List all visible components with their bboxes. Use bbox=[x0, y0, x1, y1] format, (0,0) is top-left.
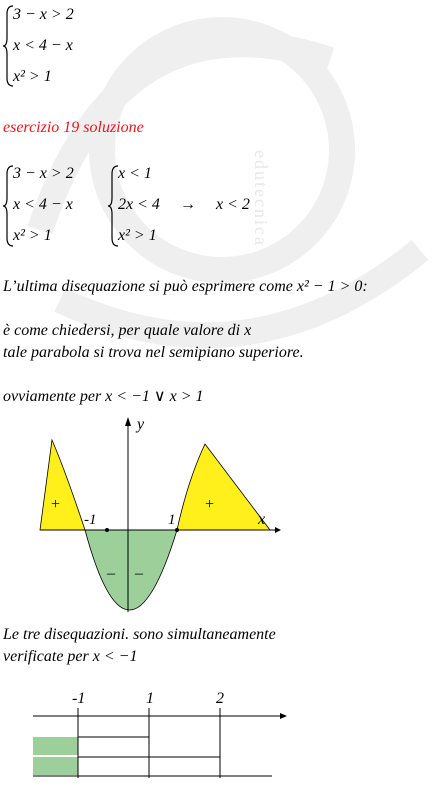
solution-fill-1 bbox=[33, 737, 78, 755]
x-axis-label: x bbox=[258, 511, 266, 528]
sign-chart-tick-minus-one: -1 bbox=[72, 690, 86, 707]
solution-fill-2 bbox=[33, 757, 78, 775]
y-axis-label: y bbox=[137, 416, 145, 433]
sign-chart-tick-one: 1 bbox=[146, 690, 154, 707]
sign-chart-tick-two: 2 bbox=[216, 690, 224, 707]
system1-line-2: x < 4 − x bbox=[13, 37, 73, 54]
conclusion-line-2: verificate per x < −1 bbox=[3, 648, 138, 665]
plus-sign-right: + bbox=[205, 496, 215, 513]
tick-label-minus-one: -1 bbox=[84, 512, 97, 528]
system2-col1-line-2: x < 4 − x bbox=[13, 196, 73, 213]
tick-label-one: 1 bbox=[168, 512, 176, 528]
conclusion-line-1: Le tre disequazioni. sono simultaneamente bbox=[3, 626, 276, 643]
minus-sign-left: – bbox=[107, 565, 115, 582]
system2-col2-line-2: 2x < 4 bbox=[118, 196, 160, 213]
system2-col1-line-3: x² > 1 bbox=[13, 227, 52, 244]
text-line-3: tale parabola si trova nel semipiano superiore. bbox=[3, 344, 304, 361]
system2-col2-line-1: x < 1 bbox=[118, 165, 152, 182]
text-line-2: è come chiedersi, per quale valore di x bbox=[3, 322, 252, 339]
system2-col2-line-3: x² > 1 bbox=[118, 227, 157, 244]
watermark-text: edutecnica bbox=[251, 150, 271, 247]
plus-sign-left: + bbox=[51, 496, 61, 513]
text-line-1: L’ultima disequazione si può esprimere come x² − 1 > 0: bbox=[3, 278, 368, 295]
exercise-title: esercizio 19 soluzione bbox=[3, 119, 144, 136]
system1-line-3: x² > 1 bbox=[13, 68, 52, 85]
system1-line-1: 3 − x > 2 bbox=[13, 6, 74, 23]
system2-col1-line-1: 3 − x > 2 bbox=[13, 165, 74, 182]
system2-result: x < 2 bbox=[216, 196, 250, 213]
text-line-4: ovviamente per x < −1 ∨ x > 1 bbox=[3, 388, 204, 405]
arrow-symbol: → bbox=[180, 196, 196, 213]
minus-sign-right: – bbox=[135, 565, 143, 582]
